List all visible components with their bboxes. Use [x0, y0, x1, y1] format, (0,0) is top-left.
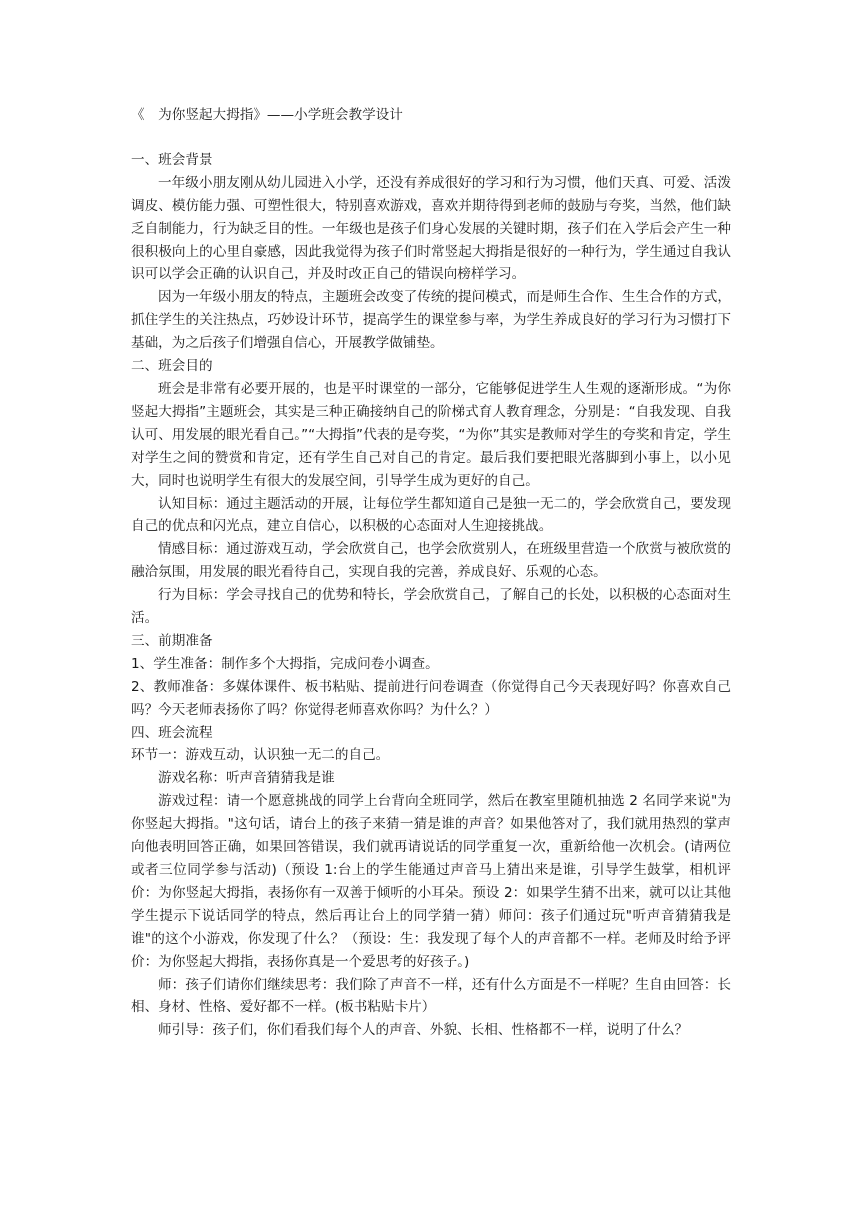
paragraph-game-name: 游戏名称：听声音猜猜我是谁	[158, 770, 335, 787]
paragraph: 因为一年级小朋友的特点，主题班会改变了传统的提问模式，而是师生合作、生生合作的方式，抓住学生的关注热点，巧妙设计环节，提高学生的课堂参与率，为学生养成良好的学习行为习惯打下基础，为之后孩子们增强自信心，开展教学做铺垫。	[131, 289, 731, 352]
document-title: 《 为你竖起大拇指》——小学班会教学设计	[131, 107, 403, 123]
paragraph: 师：孩子们请你们继续思考：我们除了声音不一样，还有什么方面是不一样呢？生自由回答：长相、身材、性格、爱好都不一样。(板书粘贴卡片）	[131, 976, 731, 1016]
paragraph: 一年级小朋友刚从幼儿园进入小学，还没有养成很好的学习和行为习惯，他们天真、可爱、活泼调皮、模仿能力强、可塑性很大，特别喜欢游戏，喜欢并期待得到老师的鼓励与夸奖，当然，他们缺乏自制能力，行为缺乏目的性。一年级也是孩子们身心发展的关键时期，孩子们在入学后会产生一种很积极向上的心里自豪感，因此我觉得为孩子们时常竖起大拇指是很好的一种行为，学生通过自我认识可以学会正确的认识自己，并及时改正自己的错误向榜样学习。	[131, 174, 731, 283]
list-item-student-prep: 1、学生准备：制作多个大拇指，完成问卷小调查。	[131, 655, 439, 672]
paragraph: 班会是非常有必要开展的，也是平时课堂的一部分，它能够促进学生人生观的逐渐形成。“为你竖起大拇指”主题班会，其实是三种正确接纳自己的阶梯式育人教育理念，分别是：“自我发现、自我认可、用发展的眼光看自己。”“大拇指”代表的是夸奖，“为你”其实是教师对学生的夸奖和肯定，学生对学生之间的赞赏和肯定，还有学生自己对自己的肯定。最后我们要把眼光落脚到小事上，以小见大，同时也说明学生有很大的发展空间，引导学生成为更好的自己。	[131, 380, 731, 489]
paragraph: 师引导：孩子们，你们看我们每个人的声音、外貌、长相、性格都不一样，说明了什么？	[158, 1022, 689, 1039]
document-body	[131, 104, 731, 1042]
paragraph-behavior-goal: 行为目标：学会寻找自己的优势和特长，学会欣赏自己，了解自己的长处，以积极的心态面对生活。	[131, 587, 731, 627]
paragraph-cognitive-goal: 认知目标：通过主题活动的开展，让每位学生都知道自己是独一无二的，学会欣赏自己，要发现自己的优点和闪光点，建立自信心，以积极的心态面对人生迎接挑战。	[131, 495, 731, 535]
paragraph-game-process: 游戏过程：请一个愿意挑战的同学上台背向全班同学，然后在教室里随机抽选 2 名同学来说"为你竖起大拇指。"这句话，请台上的孩子来猜一猜是谁的声音？如果他答对了，我们就用热烈的掌声向他表明回答正确，如果回答错误，我们就再请说话的同学重复一次，重新给他一次机会。(请两位或者三位同学参与活动)（预设 1:台上的学生能通过声音马上猜出来是谁，引导学生鼓掌，相机评价：为你竖起大拇指，表扬你有一双善于倾听的小耳朵。预设 2：如果学生猜不出来，就可以让其他学生提示下说话同学的特点，然后再让台上的同学猜一猜）师问：孩子们通过玩"听声音猜猜我是谁"的这个小游戏，你发现了什么？（预设：生：我发现了每个人的声音都不一样。老师及时给予评价：为你竖起大拇指，表扬你真是一个爱思考的好孩子。)	[131, 793, 731, 970]
paragraph-emotional-goal: 情感目标：通过游戏互动，学会欣赏自己，也学会欣赏别人，在班级里营造一个欣赏与被欣赏的融洽氛围，用发展的眼光看待自己，实现自我的完善，养成良好、乐观的心态。	[131, 541, 731, 581]
section-heading-background: 一、班会背景	[131, 151, 213, 168]
section-heading-purpose: 二、班会目的	[131, 358, 213, 375]
step-heading-1: 环节一：游戏互动，认识独一无二的自己。	[131, 747, 390, 764]
section-heading-preparation: 三、前期准备	[131, 632, 213, 649]
list-item-teacher-prep: 2、教师准备：多媒体课件、板书粘贴、提前进行问卷调查（你觉得自己今天表现好吗？你喜欢自己吗？今天老师表扬你了吗？你觉得老师喜欢你吗？为什么？）	[131, 678, 731, 718]
section-heading-process: 四、班会流程	[131, 724, 213, 741]
